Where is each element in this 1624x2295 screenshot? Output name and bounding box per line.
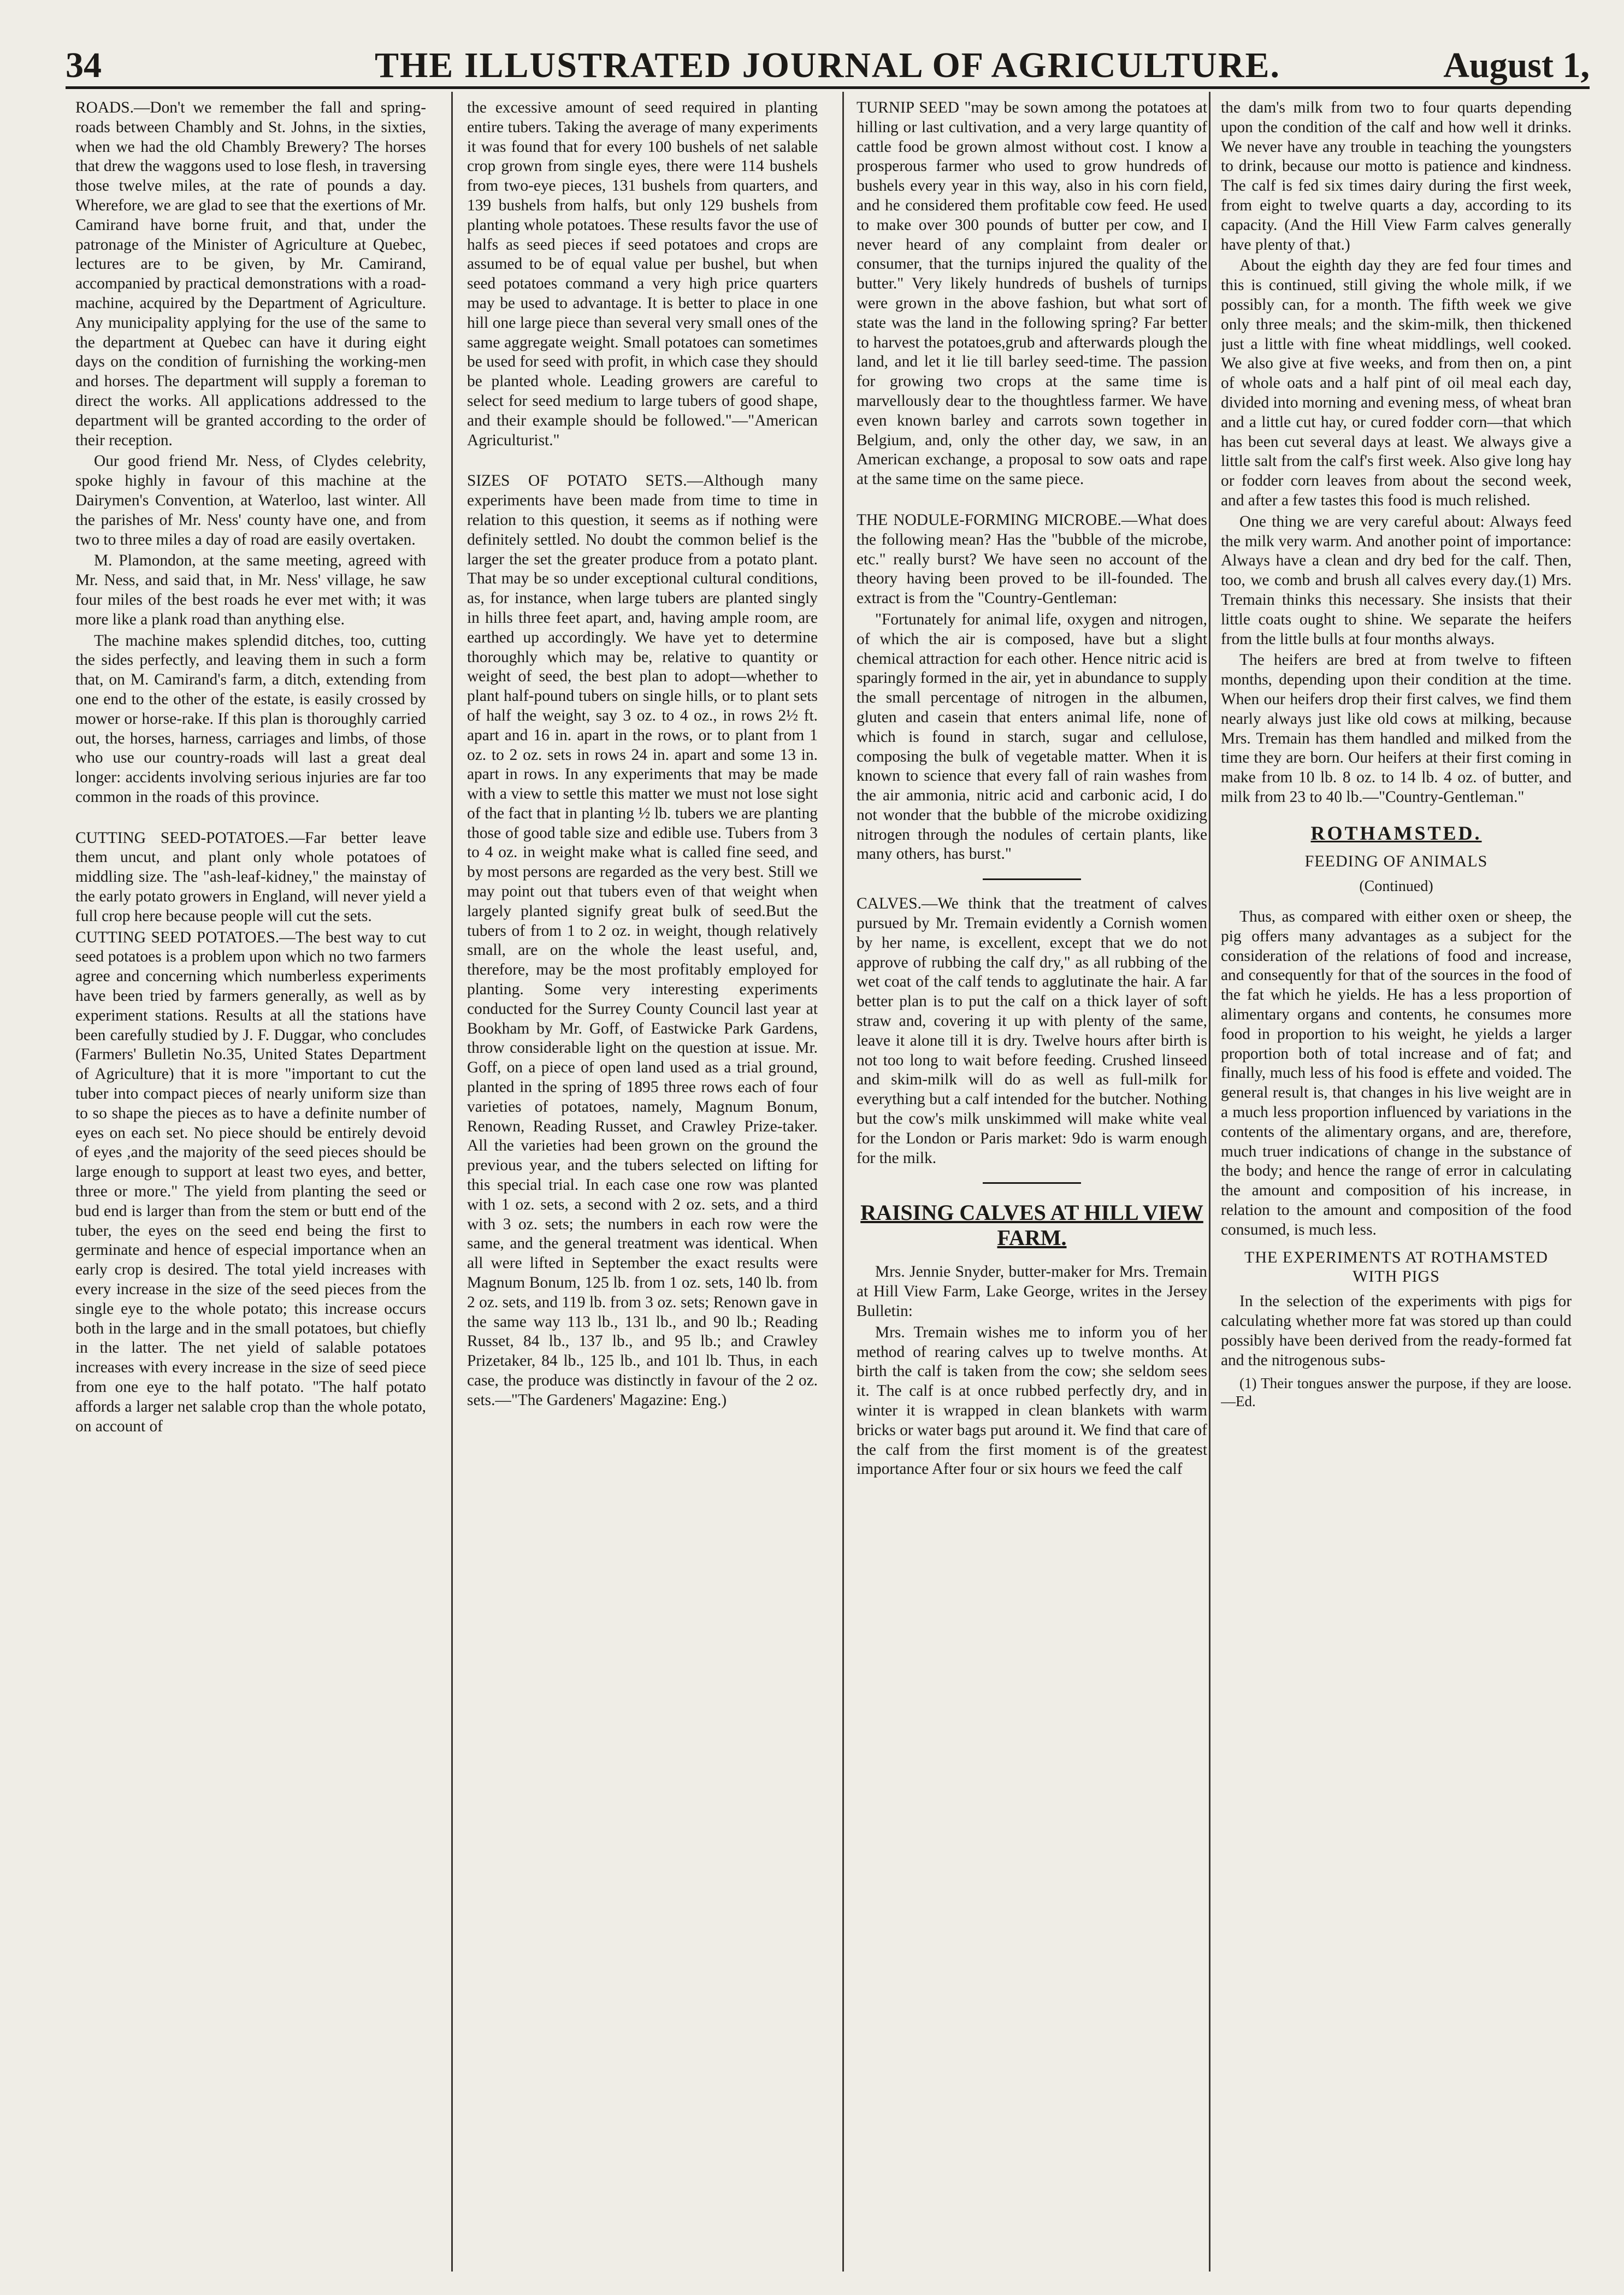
subheading-experiments-with-pigs: THE EXPERIMENTS AT ROTHAMSTED WITH PIGS <box>1244 1248 1548 1286</box>
subheading-feeding-of-animals: FEEDING OF ANIMALS <box>1304 852 1488 871</box>
paragraph: M. Plamondon, at the same meeting, agreed with Mr. Ness, and said that, in Mr. Ness' village, he saw four miles of the best roads he ever met with; it was more like a plank road than anything else. <box>75 552 426 628</box>
paragraph: Mrs. Jennie Snyder, butter-maker for Mrs. Tremain at Hill View Farm, Lake George, writes in the Jersey Bulletin: <box>857 1263 1207 1320</box>
section-rule <box>983 878 1081 880</box>
quotation: "Fortunately for animal life, oxygen and nitrogen, of which the air is composed, have but a slight chemical attraction for each other. Hence nitric acid is sparingly formed in the air, yet in abundance to supply the small percentage of nitrogen in the albumen, gluten and casein that enters animal life, none of which is found in starch, sugar and cellulose, composing the bulk of vegetable matter. When it is known to science that every fall of rain washes from the air ammonia, nitric acid and carbonic acid, I do not wonder that the bubble of the microbe oxidizing nitrogen through the nodules of certain plants, like many others, has burst." <box>857 610 1207 863</box>
paragraph: the dam's milk from two to four quarts depending upon the condition of the calf and how well it drinks. We never have any trouble in teaching the youngsters to drink, because our motto is patience and kindness. The calf is fed six times dairy during the first week, from eight to twelve quarts a day, according to its capacity. (And the Hill View Farm calves generally have plenty of that.) <box>1221 99 1572 253</box>
paragraph: Our good friend Mr. Ness, of Clydes celebrity, spoke highly in favour of this machine at the Dairymen's Convention, at Waterloo, last winter. All the parishes of Mr. Ness' county have one, and from two to three miles a day of road are easily overtaken. <box>75 452 426 548</box>
heading-raising-calves: RAISING CALVES AT HILL VIEW FARM. <box>860 1200 1203 1250</box>
paragraph: the excessive amount of seed required in planting entire tubers. Taking the average of many experiments it was found that for every 100 bushels of net salable crop grown from single eyes, there were 114 bushels from two-eye pieces, 131 bushels from quarters, and 139 bushels from halfs, but only 129 bushels from planting whole potatoes. These results favor the use of halfs as seed pieces if seed potatoes and crops are assumed to be of equal value per bushel, but when seed potatoes command a very high price quarters may be used to advantage. It is better to place in one hill one large piece than several very small ones of the same aggregate weight. Small potatoes can sometimes be used for seed with profit, in which case they should be planted whole. Leading growers are careful to select for seed medium to large tubers of good shape, and their example should be followed."—"American Agriculturist." <box>467 99 818 449</box>
paragraph: Thus, as compared with either oxen or sheep, the pig offers many advantages as a subject for the consideration of the relations of food and increase, and consequently for that of the sources in the food of the fat which he yields. He has a less proportion of alimentary organs and contents, he consumes more food in proportion to his weight, he yields a larger proportion both of total increase and of fat; and finally, much less of his food is effete and voided. The general result is, that changes in his live weight are in a much less proportion influenced by variations in the contents of the alimentary organs, and are, therefore, much truer indications of change in the substance of the body; and hence the range of error in calculating the amount and composition of his increase, in relation to the amount and composition of the food consumed, is much less. <box>1221 908 1572 1238</box>
article-calves: CALVES.—We think that the treatment of calves pursued by Mr. Tremain evidently a Cornish women by her name, is excellent, except that we do not approve of rubbing the calf dry," as all rubbing of the wet coat of the calf tends to agglutinate the hair. A far better plan is to put the calf on a thick layer of soft straw and, covering it up with plenty of the same, leave it alone till it is dry. Twelve hours after birth is not too long to wait before feeding. Crushed linseed and skim-milk will do as well as full-milk for everything but a calf intended for the butcher. Nothing but the cow's milk unskimmed will make white veal for the London or Paris market: 9do is warm enough for the milk. <box>857 895 1207 1167</box>
paragraph: About the eighth day they are fed four times and this is continued, still giving the whole milk, if we possibly can, for a month. The fifth week we give only three meals; and the skim-milk, then thickened just a little with fine wheat middlings, well cooked. We also give at five weeks, and from then on, a pint of whole oats and a half pint of oil meal each day, divided into morning and evening mess, of wheat bran and a little cut hay, or cured fodder corn—that which has been cut several days at least. We always give a little salt from the calf's first week. Also give long hay or fodder corn leaves from about the second week, and after a few tastes this food is much relished. <box>1221 257 1572 509</box>
column-divider <box>842 92 844 2272</box>
column-divider <box>1209 92 1210 2272</box>
page-header <box>66 45 1590 89</box>
column-3 <box>857 98 1207 2273</box>
article-turnip-seed: TURNIP SEED "may be sown among the potatoes at hilling or last cultivation, and a very large quantity of cattle food be grown almost without cost. I know a prosperous farmer who used to grow hundreds of bushels every year in this way, also in his corn field, and he considered them profitable cow feed. He used to make over 300 pounds of butter per cow, and I never heard of any complaint from dealer or consumer, that the turnips injured the quality of the butter." Very likely hundreds of bushels of turnips were grown in the above fashion, but what sort of state was the land in the following spring? Far better to harvest the potatoes,grub and afterwards plough the land, and let it lie till barley seed-time. The passion for growing two crops at the same time is marvellously dear to the thoughtless farmer. We have even known barley and carrots sown together in Belgium, and, only the other day, we saw, in an American exchange, a proposal to sow oats and rape at the same time on the same piece. <box>857 99 1207 488</box>
paragraph: One thing we are very careful about: Always feed the milk very warm. And another point of importance: Always have a clean and dry bed for the calf. Then, too, we comb and brush all calves every day.(1) Mrs. Tremain thinks this necessary. She insists that their little coats ought to shine. We separate the heifers from the little bulls at four months always. <box>1221 512 1572 648</box>
article-roads: ROADS.—Don't we remember the fall and spring-roads between Chambly and St. Johns, in the sixties, when we had the old Chambly Brewery? The horses that drew the waggons used to lose flesh, in traversing those twelve miles, at the rate of pounds a day. Wherefore, we are glad to see that the exertions of Mr. Camirand have borne fruit, and that, under the patronage of the Minister of Agriculture at Quebec, lectures are to be given, by Mr. Camirand, accompanied by practical demonstrations with a road-machine, acquired by the Department of Agriculture. Any municipality applying for the use of the same to the department at Quebec can have it during eight days on the condition of furnishing the working-men and horses. The department will supply a foreman to direct the works. All applications addressed to the department will be granted according to the order of their reception. <box>75 99 426 449</box>
paragraph: The heifers are bred at from twelve to fifteen months, depending upon their condition at the time. When our heifers drop their first calves, we find them nearly always just like old cows at milking, because Mrs. Tremain has them handled and milked from the time they are born. Our heifers at their first coming in make from 10 lb. 8 oz. to 14 lb. 4 oz. of butter, and milk from 23 to 40 lb.—"Country-Gentleman." <box>1221 651 1572 806</box>
issue-date: August 1, <box>1443 45 1590 85</box>
page-number: 34 <box>66 45 102 85</box>
paragraph: Mrs. Tremain wishes me to inform you of her method of rearing calves up to twelve months. At birth the calf is taken from the cow; she seldom sees it. The calf is at once rubbed perfectly dry, and in winter it is wrapped in clean blankets with warm bricks or water bags put around it. We find that care of the calf from the first moment is of the greatest importance After four or six hours we feed the calf <box>857 1323 1207 1478</box>
column-4 <box>1221 98 1572 2273</box>
continued-label: (Continued) <box>1359 878 1433 895</box>
article-cutting-seed-potatoes-2: CUTTING SEED POTATOES.—The best way to cut seed potatoes is a problem upon which no two farmers agree and concerning which numberless experiments have been tried by farmers generally, as well as by experiment stations. Results at all the stations have been carefully studied by J. F. Duggar, who concludes (Farmers' Bulletin No.35, United States Department of Agriculture) that it is more "important to cut the tuber into compact pieces of nearly uniform size than to so shape the pieces as to have a definite number of eyes on each set. No piece should be entirely devoid of eyes ,and the majority of the seed pieces should be large enough to support at least two eyes, and better, three or more." The yield from planting the seed or bud end is larger than from the stem or butt end of the tuber, the eyes on the seed end being the first to germinate and hence of especial importance when an early crop is desired. The total yield increases with every increase in the size of the seed pieces from the single eye to the whole potato; this increase occurs both in the large and in the small potatoes, but chiefly in the latter. The net yield of salable potatoes increases with every increase in the size of seed piece from one eye to the half potato. "The half potato affords a larger net salable crop than the whole potato, on account of <box>75 928 426 1435</box>
article-sizes-of-potato-sets: SIZES OF POTATO SETS.—Although many experiments have been made from time to time in relation to this question, it seems as if nothing were definitely settled. No doubt the common belief is the larger the set the greater produce from a potato plant. That may be so under exceptional cultural conditions, as, for instance, when large tubers are planted singly in hills three feet apart, and, having ample room, are earthed up accordingly. We have yet to determine thoroughly which may be, relative to quantity or weight of seed, the best plan to adopt—whether to plant half-pound tubers on single hills, or to plant sets of half the weight, say 3 oz. to 4 oz., in rows 2½ ft. apart and 16 in. apart in the rows, or to plant from 1 oz. to 2 oz. sets in rows 24 in. apart and some 13 in. apart in rows. In any experiments that may be made with a view to settle this matter we must not lose sight of the fact that in planting ½ lb. tubers we are planting those of good table size and edible use. Tubers from 3 to 4 oz. in weight make what is called fine seed, and by most persons are regarded as the very best. Still we may point out that tubers even of that weight when largely planted signify great bulk of seed.But the tubers of from 1 to 2 oz. in weight, though relatively small, are on the whole the least useful, and, therefore, may be the most profitably employed for planting. Some very interesting experiments conducted for the Surrey County Council last year at Bookham by Mr. Goff, of Eastwicke Park Gardens, throw considerable light on the question at issue. Mr. Goff, on a piece of open land used as a trial ground, planted in the spring of 1895 three rows each of four varieties of potatoes, namely, Magnum Bonum, Renown, Reading Russet, and Crawley Prize-taker. All the varieties had been grown on the ground the previous year, and the tubers selected on lifting for this special trial. In each case one row was planted with 1 oz. sets, a second with 2 oz. sets, and a third with 3 oz. sets; the numbers in each row were the same, and the general treatment was identical. When all were lifted in September the exact results were Magnum Bonum, 125 lb. from 1 oz. sets, 140 lb. from 2 oz. sets, and 119 lb. from 3 oz. sets; Renown gave in the same way 113 lb., 131 lb., and 90 lb.; Reading Russet, 84 lb., 137 lb., and 95 lb.; and Crawley Prizetaker, 84 lb., 125 lb., and 101 lb. Thus, in each case, the produce was distinctly in favour of the 2 oz. sets.—"The Gardeners' Magazine: Eng.) <box>467 472 818 1409</box>
column-divider <box>451 92 453 2272</box>
article-cutting-seed-potatoes: CUTTING SEED-POTATOES.—Far better leave them uncut, and plant only whole potatoes of middling size. The "ash-leaf-kidney," the mainstay of the early potato growers in England, will never yield a full crop here because people will cut the sets. <box>75 829 426 925</box>
heading-rothamsted: ROTHAMSTED. <box>1310 822 1482 844</box>
section-rule <box>983 1182 1081 1184</box>
paragraph: In the selection of the experiments with pigs for calculating whether more fat was stored up than could possibly have been derived from the ready-formed fat and the nitrogenous subs- <box>1221 1293 1572 1369</box>
column-1 <box>75 98 426 2273</box>
journal-title: THE ILLUSTRATED JOURNAL OF AGRICULTURE. <box>374 45 1281 85</box>
paragraph: The machine makes splendid ditches, too, cutting the sides perfectly, and leaving them in such a form that, on M. Camirand's farm, a ditch, extending from one end to the other of the estate, is easily crossed by mower or horse-rake. If this plan is thoroughly carried out, the horses, harness, carriages and limbs, of those who use our country-roads will last a great deal longer: accidents involving serious injuries are far too common in the roads of this province. <box>75 632 426 806</box>
header-rule <box>66 86 1590 89</box>
article-nodule-forming-microbe: THE NODULE-FORMING MICROBE.—What does the following mean? Has the "bubble of the microbe, etc." really burst? We have seen no account of the theory having been proved to be ill-founded. The extract is from the "Country-Gentleman: <box>857 511 1207 607</box>
column-2 <box>467 98 818 2273</box>
footnote: (1) Their tongues answer the purpose, if they are loose.—Ed. <box>1221 1375 1572 1410</box>
